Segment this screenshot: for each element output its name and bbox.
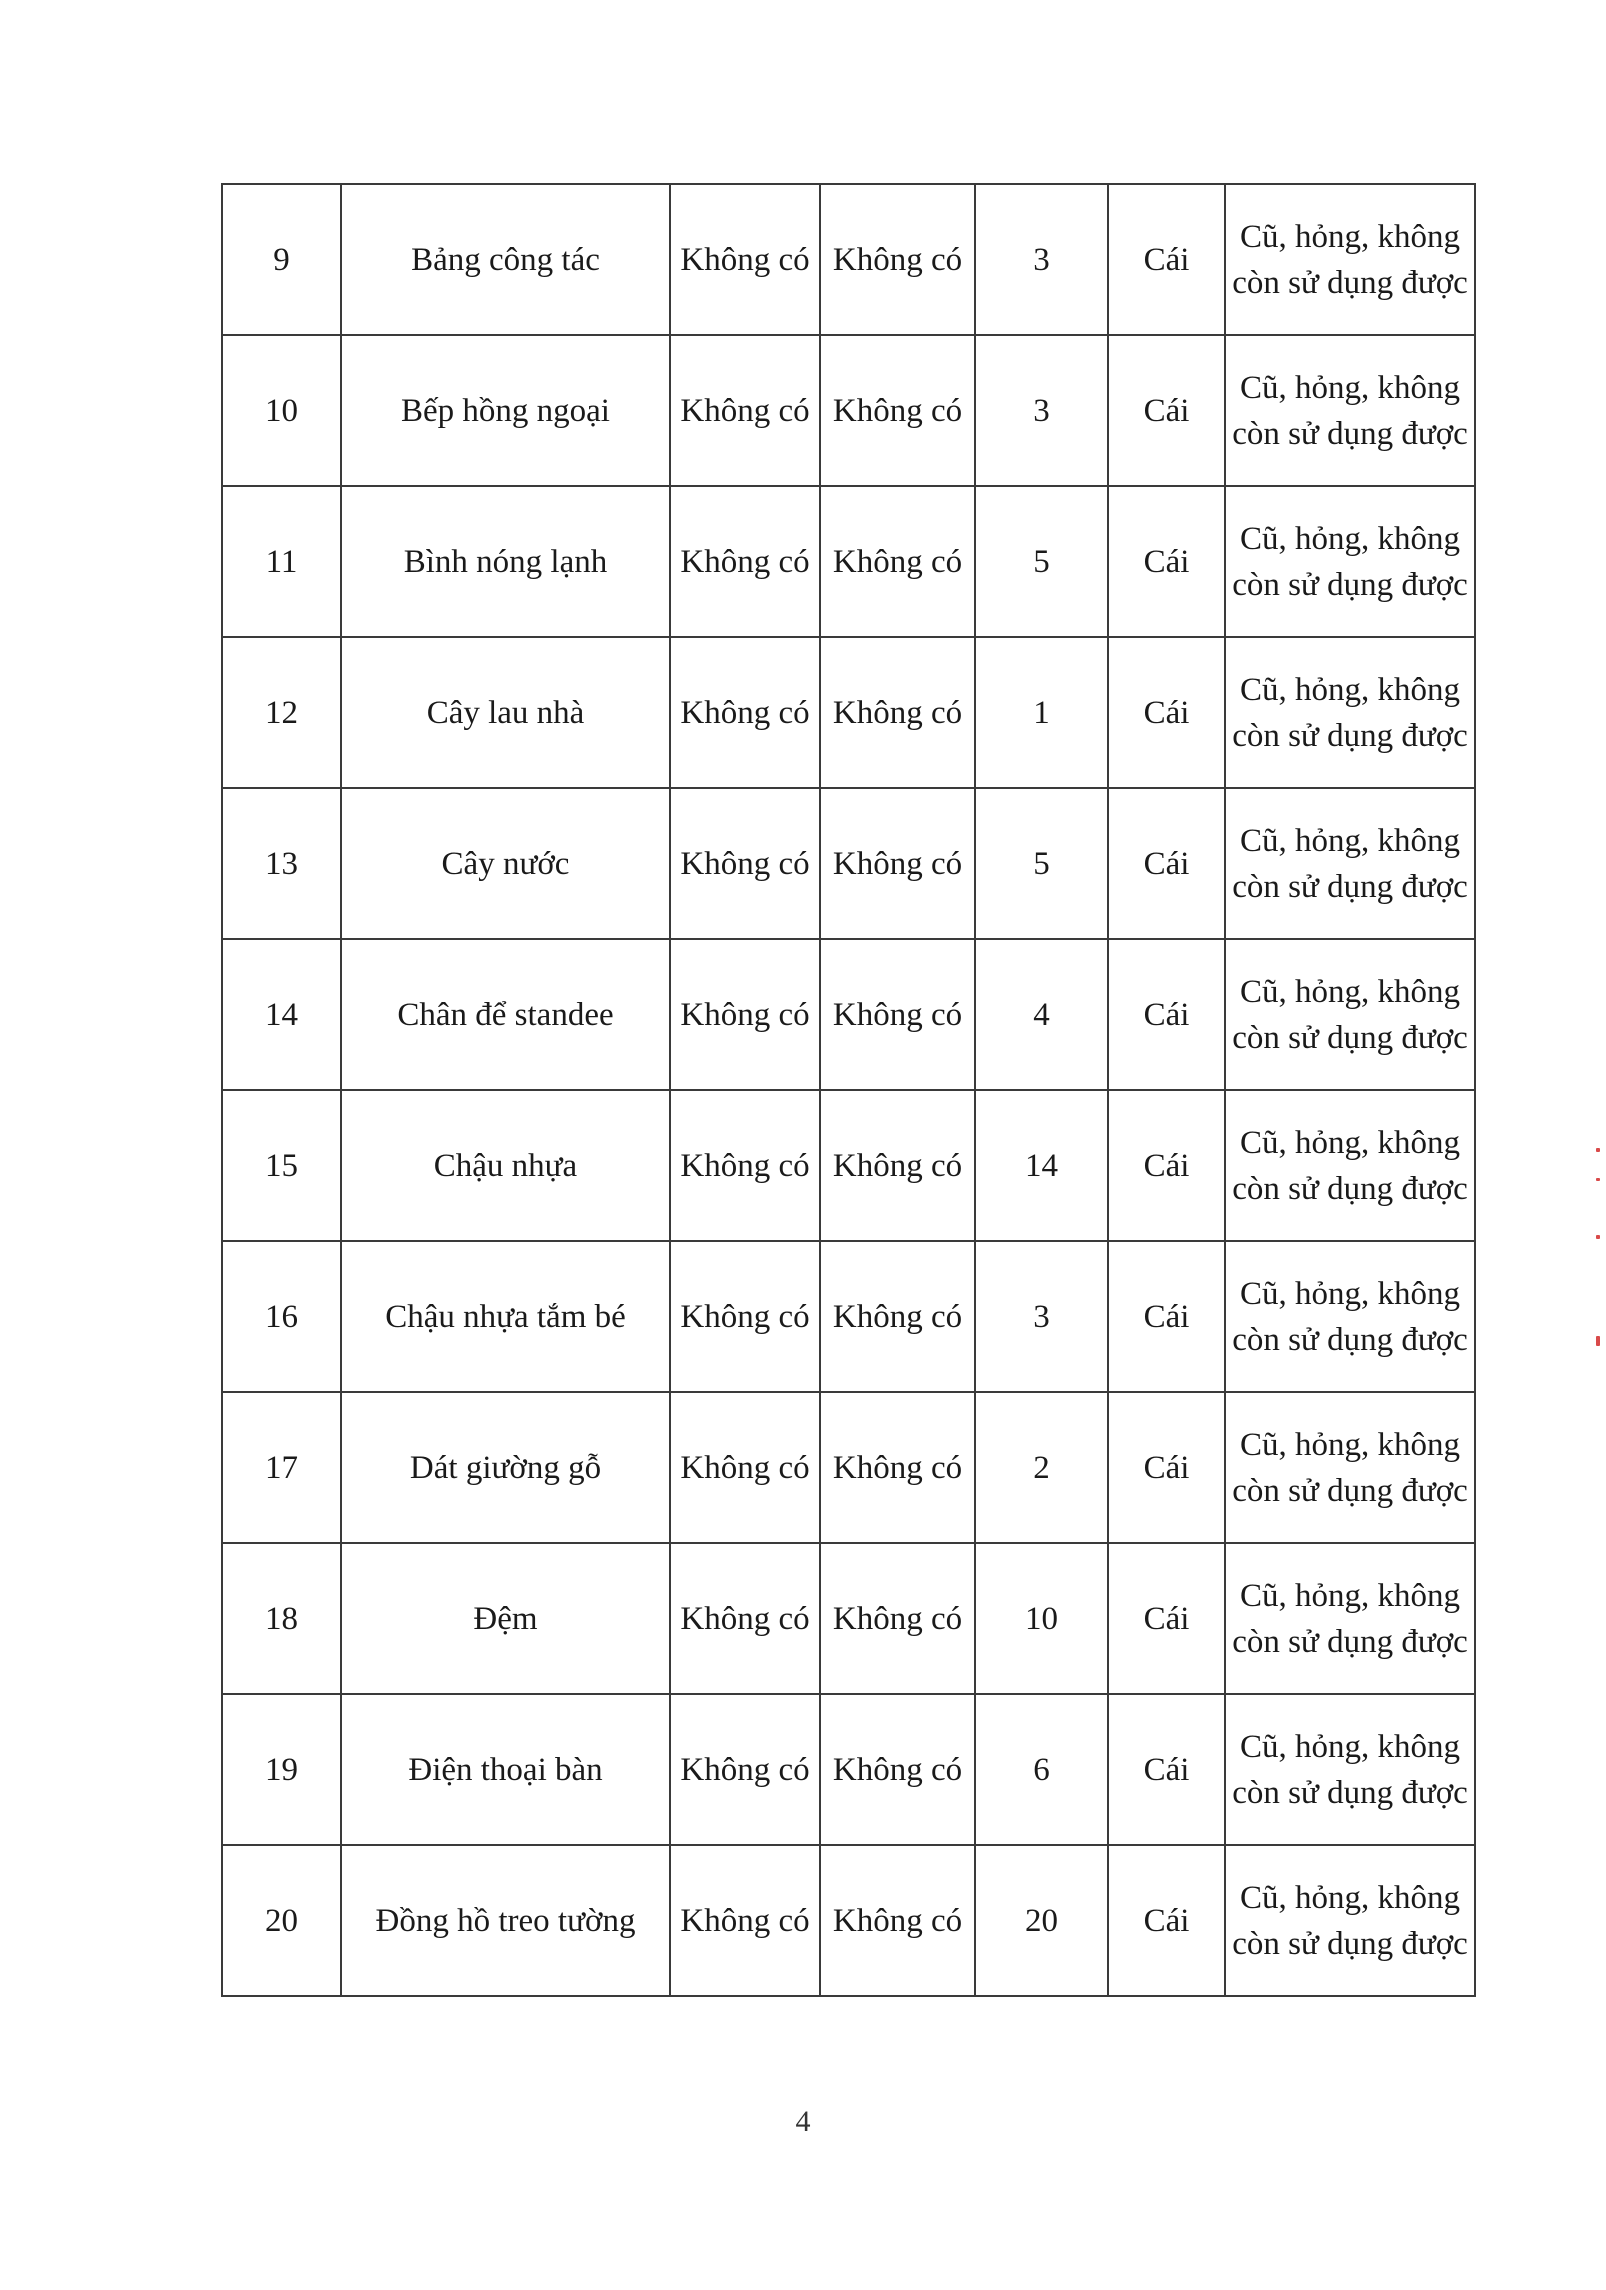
item-name-cell: Điện thoại bàn <box>341 1694 670 1845</box>
column-b-cell: Không có <box>820 1090 975 1241</box>
quantity-cell: 3 <box>975 184 1108 335</box>
column-a-cell: Không có <box>670 1543 820 1694</box>
unit-cell: Cái <box>1108 788 1225 939</box>
red-margin-mark <box>1596 1148 1600 1152</box>
row-number-cell: 11 <box>222 486 341 637</box>
quantity-cell: 14 <box>975 1090 1108 1241</box>
column-b-cell: Không có <box>820 1241 975 1392</box>
table-row <box>222 1090 1475 1241</box>
status-cell: Cũ, hỏng, không còn sử dụng được <box>1225 1241 1475 1392</box>
asset-disposal-table <box>221 183 1476 1997</box>
status-cell: Cũ, hỏng, không còn sử dụng được <box>1225 184 1475 335</box>
column-a-cell: Không có <box>670 1241 820 1392</box>
item-name-cell: Bếp hồng ngoại <box>341 335 670 486</box>
column-a-cell: Không có <box>670 1090 820 1241</box>
quantity-cell: 20 <box>975 1845 1108 1996</box>
column-a-cell: Không có <box>670 1392 820 1543</box>
item-name-cell: Bảng công tác <box>341 184 670 335</box>
column-a-cell: Không có <box>670 1845 820 1996</box>
column-b-cell: Không có <box>820 184 975 335</box>
table-row <box>222 637 1475 788</box>
unit-cell: Cái <box>1108 486 1225 637</box>
unit-cell: Cái <box>1108 1845 1225 1996</box>
column-b-cell: Không có <box>820 1845 975 1996</box>
status-cell: Cũ, hỏng, không còn sử dụng được <box>1225 788 1475 939</box>
quantity-cell: 1 <box>975 637 1108 788</box>
table-row <box>222 486 1475 637</box>
unit-cell: Cái <box>1108 1090 1225 1241</box>
quantity-cell: 4 <box>975 939 1108 1090</box>
table-row <box>222 1392 1475 1543</box>
item-name-cell: Chân để standee <box>341 939 670 1090</box>
unit-cell: Cái <box>1108 939 1225 1090</box>
column-b-cell: Không có <box>820 1694 975 1845</box>
row-number-cell: 15 <box>222 1090 341 1241</box>
row-number-cell: 12 <box>222 637 341 788</box>
item-name-cell: Dát giường gỗ <box>341 1392 670 1543</box>
red-margin-mark <box>1596 1235 1600 1239</box>
column-b-cell: Không có <box>820 939 975 1090</box>
status-cell: Cũ, hỏng, không còn sử dụng được <box>1225 637 1475 788</box>
table-row <box>222 788 1475 939</box>
column-b-cell: Không có <box>820 1392 975 1543</box>
row-number-cell: 13 <box>222 788 341 939</box>
column-a-cell: Không có <box>670 184 820 335</box>
column-a-cell: Không có <box>670 939 820 1090</box>
item-name-cell: Đồng hồ treo tường <box>341 1845 670 1996</box>
quantity-cell: 3 <box>975 335 1108 486</box>
row-number-cell: 9 <box>222 184 341 335</box>
unit-cell: Cái <box>1108 1241 1225 1392</box>
item-name-cell: Chậu nhựa tắm bé <box>341 1241 670 1392</box>
table-row <box>222 1845 1475 1996</box>
red-margin-mark <box>1596 1336 1600 1346</box>
status-cell: Cũ, hỏng, không còn sử dụng được <box>1225 1543 1475 1694</box>
row-number-cell: 10 <box>222 335 341 486</box>
quantity-cell: 6 <box>975 1694 1108 1845</box>
table-row <box>222 1694 1475 1845</box>
unit-cell: Cái <box>1108 335 1225 486</box>
item-name-cell: Đệm <box>341 1543 670 1694</box>
item-name-cell: Chậu nhựa <box>341 1090 670 1241</box>
column-b-cell: Không có <box>820 1543 975 1694</box>
table-row <box>222 335 1475 486</box>
row-number-cell: 17 <box>222 1392 341 1543</box>
status-cell: Cũ, hỏng, không còn sử dụng được <box>1225 1694 1475 1845</box>
unit-cell: Cái <box>1108 1543 1225 1694</box>
status-cell: Cũ, hỏng, không còn sử dụng được <box>1225 1392 1475 1543</box>
column-b-cell: Không có <box>820 788 975 939</box>
page-number: 4 <box>795 2105 811 2138</box>
column-b-cell: Không có <box>820 335 975 486</box>
unit-cell: Cái <box>1108 184 1225 335</box>
column-a-cell: Không có <box>670 1694 820 1845</box>
quantity-cell: 3 <box>975 1241 1108 1392</box>
item-name-cell: Bình nóng lạnh <box>341 486 670 637</box>
column-b-cell: Không có <box>820 486 975 637</box>
red-margin-mark <box>1596 1178 1600 1181</box>
table-row <box>222 184 1475 335</box>
row-number-cell: 16 <box>222 1241 341 1392</box>
row-number-cell: 14 <box>222 939 341 1090</box>
table-body <box>222 184 1475 1996</box>
status-cell: Cũ, hỏng, không còn sử dụng được <box>1225 1845 1475 1996</box>
unit-cell: Cái <box>1108 637 1225 788</box>
row-number-cell: 19 <box>222 1694 341 1845</box>
column-a-cell: Không có <box>670 486 820 637</box>
row-number-cell: 20 <box>222 1845 341 1996</box>
quantity-cell: 10 <box>975 1543 1108 1694</box>
table-row <box>222 939 1475 1090</box>
item-name-cell: Cây nước <box>341 788 670 939</box>
quantity-cell: 5 <box>975 788 1108 939</box>
column-b-cell: Không có <box>820 637 975 788</box>
column-a-cell: Không có <box>670 335 820 486</box>
unit-cell: Cái <box>1108 1392 1225 1543</box>
unit-cell: Cái <box>1108 1694 1225 1845</box>
status-cell: Cũ, hỏng, không còn sử dụng được <box>1225 486 1475 637</box>
table-row <box>222 1543 1475 1694</box>
status-cell: Cũ, hỏng, không còn sử dụng được <box>1225 1090 1475 1241</box>
quantity-cell: 5 <box>975 486 1108 637</box>
row-number-cell: 18 <box>222 1543 341 1694</box>
quantity-cell: 2 <box>975 1392 1108 1543</box>
status-cell: Cũ, hỏng, không còn sử dụng được <box>1225 939 1475 1090</box>
table-row <box>222 1241 1475 1392</box>
item-name-cell: Cây lau nhà <box>341 637 670 788</box>
column-a-cell: Không có <box>670 788 820 939</box>
column-a-cell: Không có <box>670 637 820 788</box>
status-cell: Cũ, hỏng, không còn sử dụng được <box>1225 335 1475 486</box>
